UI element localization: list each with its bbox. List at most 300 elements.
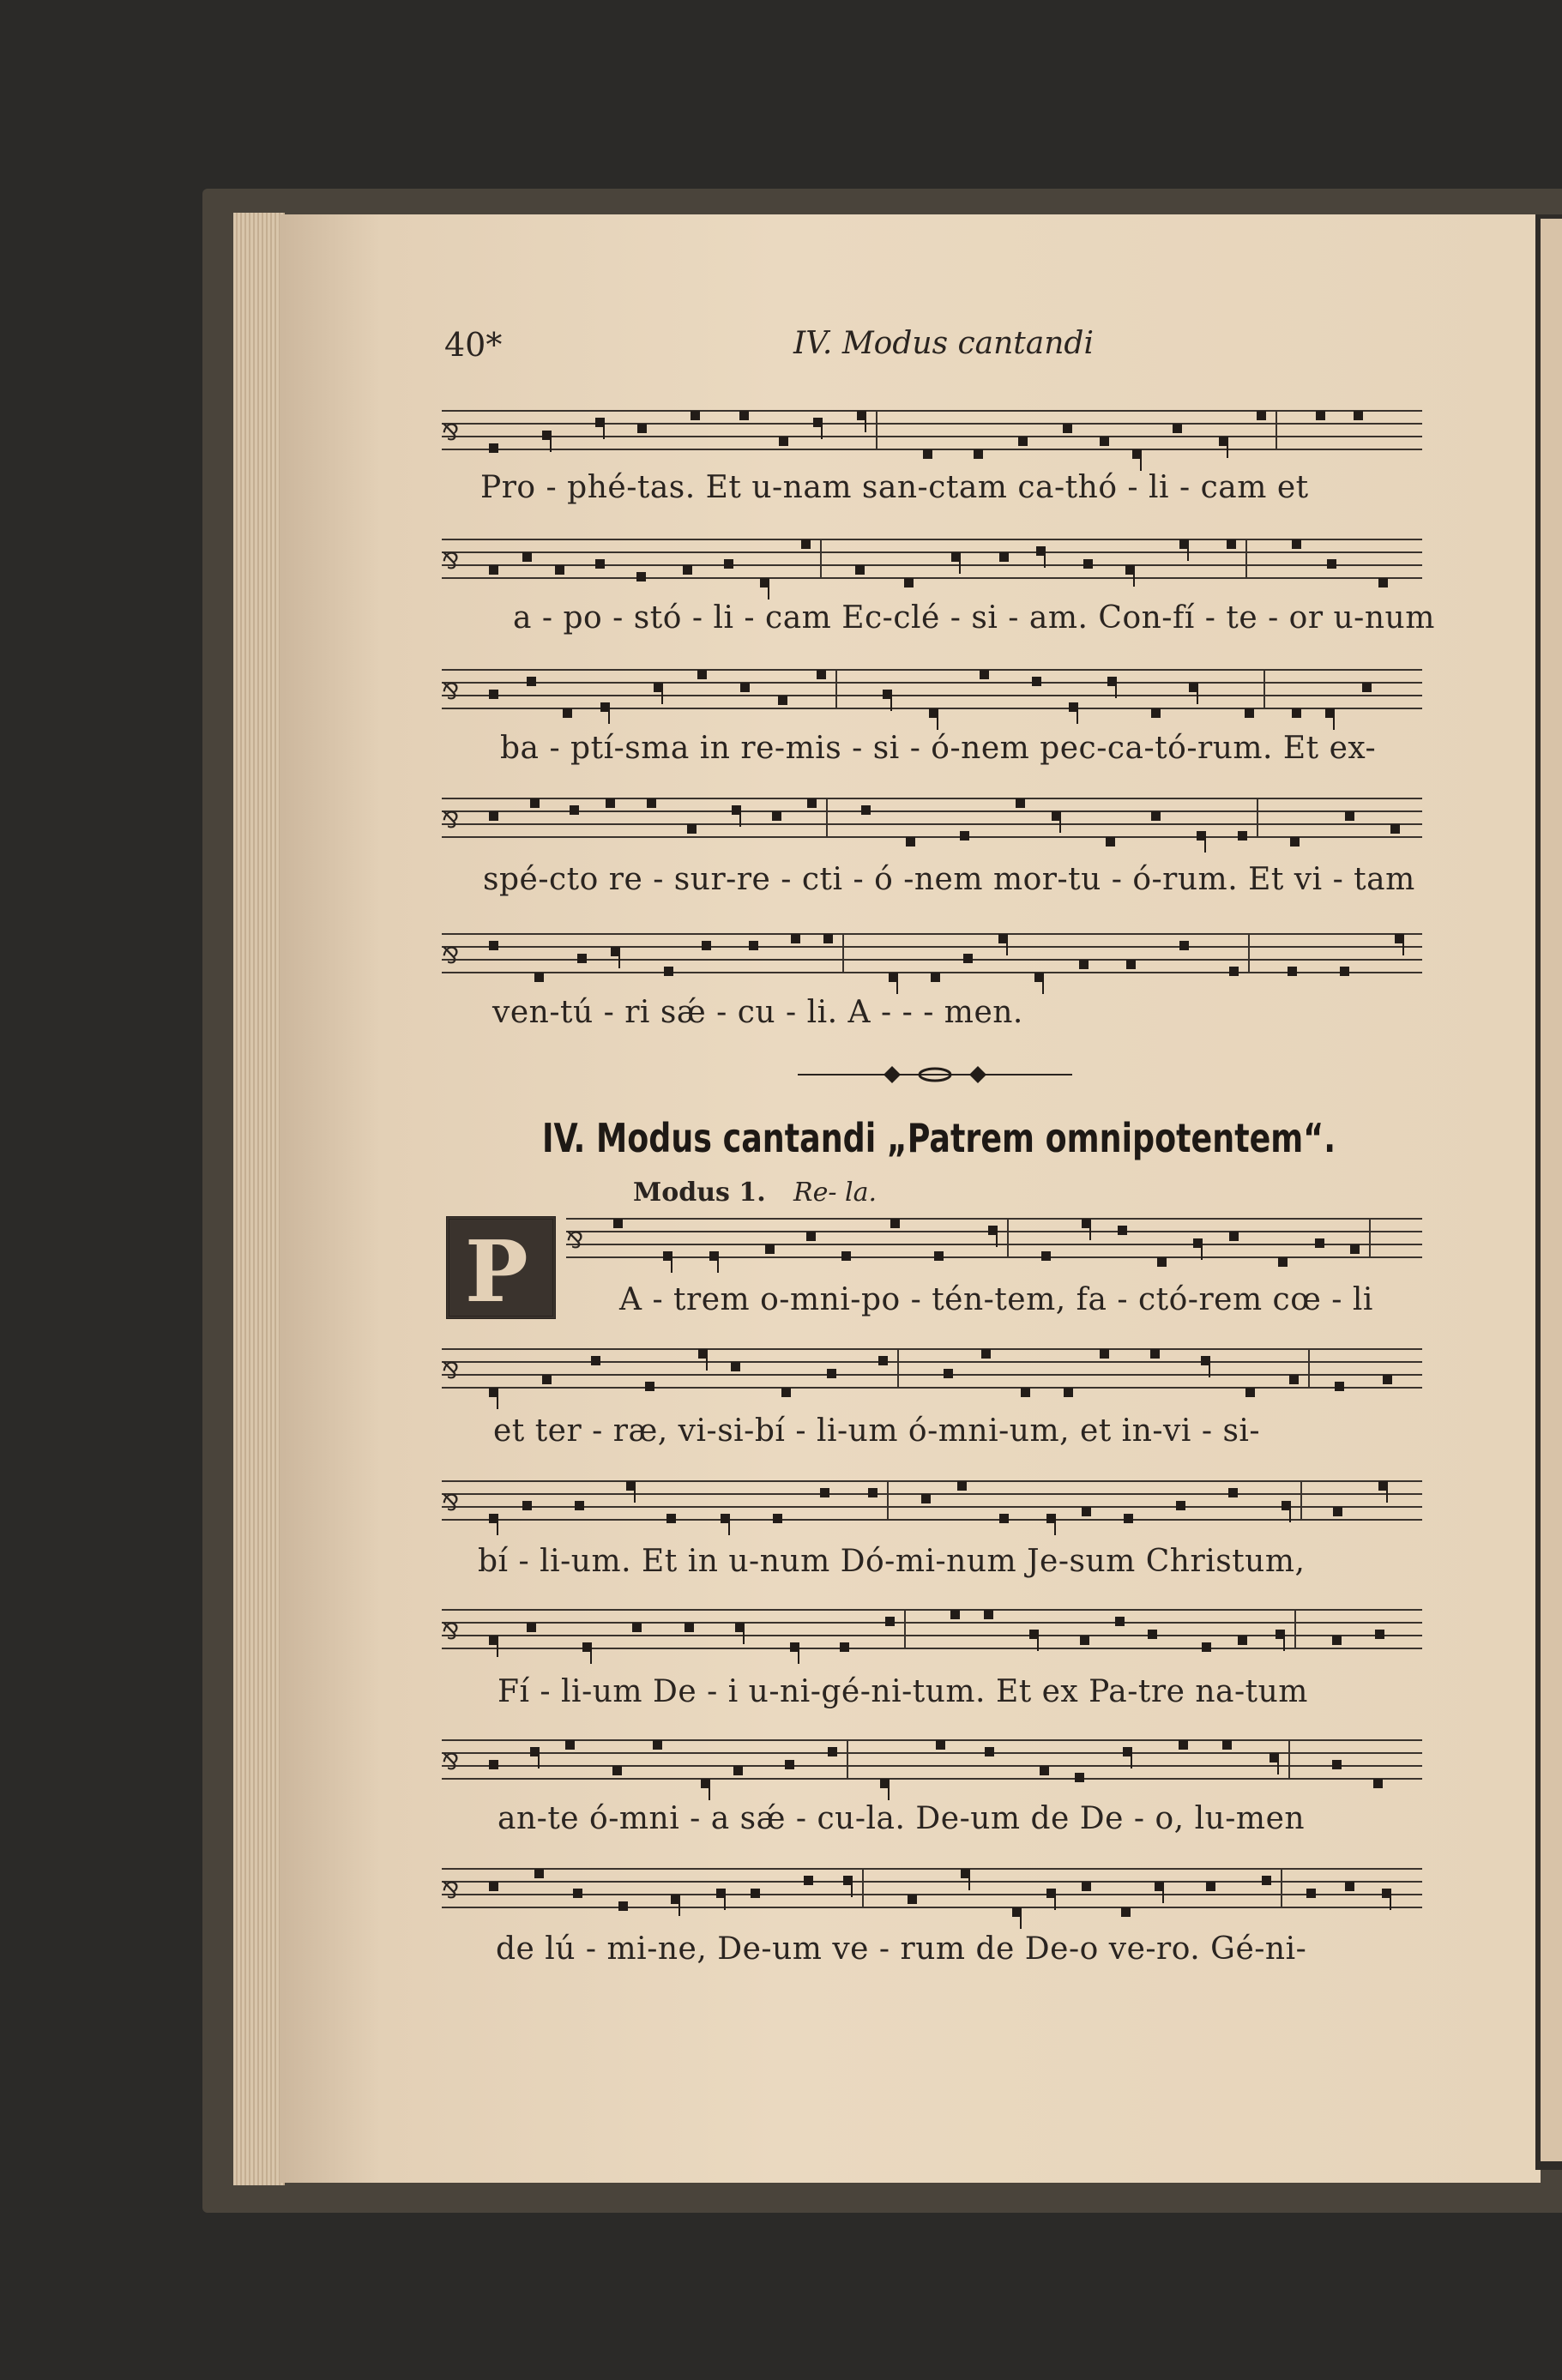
neume <box>573 1889 582 1898</box>
neume-stem <box>1187 544 1189 561</box>
clef-icon: ⅋ <box>442 1878 460 1904</box>
neume <box>823 934 833 943</box>
neume <box>697 670 707 679</box>
neume <box>1173 424 1182 433</box>
neume <box>1229 967 1239 976</box>
neume <box>606 798 615 808</box>
neume <box>1229 1232 1239 1241</box>
staff-line <box>442 1374 1422 1376</box>
neume-stem <box>1059 816 1061 833</box>
neume <box>1040 1766 1049 1775</box>
bar-line <box>876 410 877 449</box>
music-staff <box>566 1218 1422 1265</box>
neume <box>868 1488 877 1497</box>
neume-stem <box>896 977 898 994</box>
clef-icon: ⅋ <box>442 1750 460 1775</box>
staff-line <box>442 551 1422 553</box>
neume <box>817 670 826 679</box>
modus-label: Modus 1. <box>633 1178 766 1208</box>
page-number: 40* <box>444 326 503 364</box>
neume-stem <box>865 415 866 432</box>
staff-line <box>442 946 1422 948</box>
neume <box>595 559 605 569</box>
neume-stem <box>768 582 769 600</box>
neume <box>733 1766 743 1775</box>
neume <box>1290 837 1300 847</box>
clef-icon: ⅋ <box>566 1228 584 1254</box>
lyric-line: A - trem o-mni-po - tén-tem, fa - ctó-rem cœ - li <box>619 1282 1373 1317</box>
neume <box>1118 1226 1127 1235</box>
neume <box>664 967 673 976</box>
staff-line <box>442 1348 1422 1350</box>
neume <box>489 690 498 699</box>
neume <box>1257 411 1266 420</box>
music-staff <box>442 1480 1422 1527</box>
bar-line <box>1263 669 1265 708</box>
neume-stem <box>1042 977 1044 994</box>
bar-line <box>1281 1868 1282 1907</box>
neume <box>1079 960 1089 969</box>
staff-line <box>442 1506 1422 1508</box>
running-head: IV. Modus cantandi <box>793 326 1094 361</box>
neume-stem <box>603 422 605 439</box>
neume-stem <box>1054 1893 1056 1910</box>
staff-line <box>442 1868 1422 1870</box>
neume <box>1018 437 1028 446</box>
neume-stem <box>851 1880 853 1897</box>
neume <box>890 1219 900 1228</box>
staff-line <box>442 1894 1422 1895</box>
bar-line <box>1294 1609 1296 1648</box>
neume <box>1124 1514 1133 1523</box>
neume <box>618 1901 628 1911</box>
music-staff <box>442 1609 1422 1656</box>
section-title: IV. Modus cantandi „Patrem omnipotentem“. <box>542 1115 1336 1161</box>
staff-line <box>442 1881 1422 1883</box>
neume-stem <box>1089 1223 1091 1240</box>
neume <box>645 1382 654 1391</box>
neume <box>1327 559 1336 569</box>
neume <box>1075 1773 1084 1782</box>
staff-line <box>442 959 1422 961</box>
neume-stem <box>1204 835 1206 853</box>
bar-line <box>1245 539 1247 578</box>
neume <box>1350 1244 1360 1254</box>
lyric-line: Fí - li-um De - i u-ni-gé-ni-tum. Et ex Pa-tre na-tum <box>498 1674 1308 1709</box>
neume <box>1332 1636 1342 1645</box>
neume <box>1373 1779 1383 1788</box>
clef-icon: ⅋ <box>442 808 460 834</box>
neume <box>522 1501 532 1510</box>
music-staff <box>442 410 1422 457</box>
neume <box>522 552 532 562</box>
neume <box>563 708 572 718</box>
neume <box>1080 1636 1089 1645</box>
neume <box>1151 811 1161 821</box>
neume <box>1083 559 1093 569</box>
neume <box>1082 1882 1091 1891</box>
neume <box>999 552 1009 562</box>
neume <box>1206 1882 1215 1891</box>
neume <box>685 1623 694 1632</box>
staff-line <box>442 1765 1422 1767</box>
neume <box>1228 1488 1238 1497</box>
clef-icon: ⅋ <box>442 679 460 705</box>
staff-line <box>442 577 1422 579</box>
neume <box>785 1760 794 1769</box>
neume <box>731 1362 740 1371</box>
neume <box>542 1375 552 1384</box>
lyric-line: ba - ptí-sma in re-mis - si - ó-nem pec-ca-tó-rum. Et ex- <box>500 731 1377 766</box>
neume-stem <box>1077 707 1078 724</box>
staff-line <box>442 564 1422 566</box>
neume <box>963 954 973 963</box>
neume-stem <box>996 1230 998 1247</box>
neume <box>923 449 932 459</box>
neume <box>1362 683 1372 692</box>
neume <box>666 1514 676 1523</box>
neume <box>791 934 800 943</box>
neume <box>772 811 781 821</box>
lyric-line: an-te ó-mni - a sǽ - cu-la. De-um de De - o, lu-men <box>498 1801 1306 1836</box>
neume-stem <box>678 1899 680 1916</box>
neume-stem <box>1133 569 1135 587</box>
neume <box>1262 1876 1271 1885</box>
neume <box>773 1514 782 1523</box>
neume <box>565 1740 575 1750</box>
neume <box>1278 1257 1288 1267</box>
bar-line <box>826 798 828 837</box>
neume-stem <box>1140 454 1142 471</box>
neume <box>1383 1375 1392 1384</box>
neume-stem <box>1197 687 1198 704</box>
music-staff <box>442 669 1422 716</box>
neume <box>1375 1630 1384 1639</box>
neume <box>904 578 914 587</box>
neume <box>724 559 733 569</box>
neume <box>908 1895 917 1904</box>
neume <box>647 798 656 808</box>
neume-stem <box>590 1647 592 1664</box>
neume <box>1345 811 1354 821</box>
neume <box>804 1876 813 1885</box>
neume-stem <box>618 951 620 968</box>
neume <box>739 411 749 420</box>
neume <box>749 941 758 950</box>
bar-line <box>1257 798 1258 837</box>
neume <box>555 565 564 575</box>
neume <box>960 831 969 841</box>
neume <box>1354 411 1363 420</box>
neume <box>1176 1501 1185 1510</box>
neume <box>1340 967 1349 976</box>
neume <box>781 1388 791 1397</box>
neume <box>906 837 915 847</box>
neume <box>944 1369 953 1378</box>
neume <box>1126 960 1136 969</box>
neume <box>957 1481 967 1491</box>
bar-line <box>1248 933 1250 973</box>
neume <box>534 1869 544 1878</box>
music-staff <box>442 933 1422 980</box>
neume <box>1150 1349 1160 1359</box>
neume-stem <box>968 1873 970 1890</box>
neume <box>489 443 498 453</box>
staff-line <box>442 1739 1422 1741</box>
neume <box>981 1349 991 1359</box>
neume-stem <box>661 687 663 704</box>
bar-line <box>847 1739 848 1779</box>
neume <box>1306 1889 1316 1898</box>
neume-stem <box>1054 1518 1056 1535</box>
neume <box>1021 1388 1030 1397</box>
staff-line <box>442 810 1422 812</box>
neume <box>1345 1882 1354 1891</box>
neume-stem <box>937 713 938 730</box>
neume <box>740 683 750 692</box>
neume <box>1082 1507 1091 1516</box>
neume-stem <box>1283 1634 1285 1651</box>
lyric-line: bí - li-um. Et in u-num Dó-mi-num Je-sum Christum, <box>478 1544 1306 1579</box>
neume <box>577 954 587 963</box>
clef-icon: ⅋ <box>442 549 460 575</box>
bar-line <box>1276 410 1277 449</box>
neume <box>974 449 983 459</box>
neume <box>1100 1349 1109 1359</box>
neume-stem <box>724 1893 726 1910</box>
neume-stem <box>1006 938 1008 955</box>
neume <box>1332 1760 1342 1769</box>
neume <box>921 1494 931 1503</box>
clef-icon: ⅋ <box>442 420 460 446</box>
neume-stem <box>1020 1912 1022 1929</box>
staff-line <box>442 669 1422 671</box>
neume-stem <box>1162 1886 1164 1903</box>
neume-stem <box>717 1256 719 1273</box>
neume <box>931 973 940 982</box>
neume <box>613 1219 623 1228</box>
neume <box>1292 539 1301 549</box>
neume <box>637 424 647 433</box>
neume <box>806 1232 816 1241</box>
staff-line <box>442 1493 1422 1495</box>
neume <box>683 565 692 575</box>
neume <box>489 941 498 950</box>
neume <box>765 1244 775 1254</box>
neume <box>950 1610 960 1619</box>
neume <box>807 798 817 808</box>
neume <box>934 1251 944 1261</box>
bar-line <box>897 1348 899 1388</box>
neume <box>1316 411 1325 420</box>
neume-stem <box>706 1353 708 1371</box>
neume <box>489 811 498 821</box>
music-staff <box>442 539 1422 586</box>
neume <box>612 1766 622 1775</box>
neume <box>827 1369 836 1378</box>
neume <box>1016 798 1025 808</box>
neume <box>489 1882 498 1891</box>
neume <box>1222 1740 1232 1750</box>
staff-line <box>442 1622 1422 1624</box>
neume <box>985 1747 994 1756</box>
neume <box>1179 941 1189 950</box>
neume-stem <box>1402 938 1404 955</box>
neume <box>1292 708 1301 718</box>
neume <box>489 1760 498 1769</box>
neume <box>691 411 700 420</box>
neume <box>1032 677 1041 686</box>
bar-line <box>835 669 837 708</box>
neume-stem <box>743 1627 745 1644</box>
neume-stem <box>709 1783 710 1800</box>
right-page-strip <box>1541 219 1562 2161</box>
staff-line <box>442 1480 1422 1482</box>
neume <box>1289 1375 1299 1384</box>
neume-stem <box>890 694 892 711</box>
staff-line <box>442 1778 1422 1780</box>
bar-line <box>1288 1739 1290 1779</box>
neume-stem <box>728 1518 730 1535</box>
staff-line <box>442 836 1422 838</box>
music-staff <box>442 1348 1422 1395</box>
neume-stem <box>1131 1751 1132 1768</box>
neume <box>1064 1388 1073 1397</box>
bar-line <box>820 539 822 578</box>
staff-line <box>566 1256 1422 1258</box>
staff-line <box>442 682 1422 684</box>
neume <box>1315 1238 1324 1248</box>
neume <box>527 677 536 686</box>
neume <box>1390 824 1400 834</box>
neume-stem <box>798 1647 799 1664</box>
lyric-line: a - po - stó - li - cam Ec-clé - si - am. Con-fí - te - or u-num <box>513 600 1435 636</box>
neume-stem <box>1037 1634 1039 1651</box>
neume <box>1148 1630 1157 1639</box>
neume-stem <box>821 422 823 439</box>
page-edge <box>233 213 285 2185</box>
neume <box>1288 967 1297 976</box>
neume-stem <box>497 1392 498 1409</box>
staff-line <box>566 1218 1422 1220</box>
neume <box>885 1617 895 1626</box>
neume <box>636 572 646 581</box>
neume <box>1100 437 1109 446</box>
neume-stem <box>1386 1485 1388 1503</box>
neume <box>489 565 498 575</box>
lyric-line: spé-cto re - sur-re - cti - ó -nem mor-tu - ó-rum. Et vi - tam <box>483 862 1415 897</box>
neume <box>1063 424 1072 433</box>
lyric-line: ven-tú - ri sǽ - cu - li. A - - - men. <box>492 995 1023 1030</box>
neume-stem <box>739 810 741 827</box>
neume <box>591 1356 600 1365</box>
staff-line <box>442 539 1422 540</box>
neume <box>575 1501 584 1510</box>
staff-line <box>442 823 1422 825</box>
neume-stem <box>608 707 610 724</box>
neume <box>1106 837 1115 847</box>
neume-stem <box>1333 713 1335 730</box>
neume <box>653 1740 662 1750</box>
neume-stem <box>1289 1505 1291 1522</box>
neume-stem <box>1209 1360 1210 1377</box>
bar-line <box>887 1480 889 1520</box>
neume <box>527 1623 536 1632</box>
neume <box>779 437 788 446</box>
neume <box>999 1514 1009 1523</box>
neume-stem <box>671 1256 672 1273</box>
neume-stem <box>634 1485 636 1503</box>
music-staff <box>442 1868 1422 1915</box>
clef-icon: ⅋ <box>442 943 460 969</box>
neume <box>1245 708 1254 718</box>
neume <box>687 824 697 834</box>
staff-line <box>442 1609 1422 1611</box>
neume <box>1378 578 1388 587</box>
neume <box>534 973 544 982</box>
bar-line <box>862 1868 864 1907</box>
neume <box>1202 1642 1211 1652</box>
neume <box>751 1889 760 1898</box>
neume <box>1041 1251 1051 1261</box>
neume <box>530 798 540 808</box>
neume <box>980 670 989 679</box>
staff-line <box>442 1387 1422 1389</box>
clef-icon: ⅋ <box>442 1491 460 1516</box>
neume-stem <box>959 557 961 574</box>
staff-line <box>442 798 1422 799</box>
staff-line <box>442 1361 1422 1363</box>
neume-stem <box>550 435 552 452</box>
neume <box>984 1610 993 1619</box>
neume <box>632 1623 642 1632</box>
neume <box>1245 1388 1255 1397</box>
neume <box>1238 1636 1247 1645</box>
clef-icon: ⅋ <box>442 1359 460 1384</box>
neume <box>878 1356 888 1365</box>
neume <box>1333 1507 1342 1516</box>
staff-line <box>442 933 1422 935</box>
ornamental-divider <box>798 1062 1072 1088</box>
neume-stem <box>1044 551 1046 568</box>
neume <box>702 941 711 950</box>
neume <box>861 805 871 815</box>
lyric-line: Pro - phé-tas. Et u-nam san-ctam ca-thó - li - cam et <box>480 470 1309 505</box>
modus-tones: Re- la. <box>793 1178 877 1208</box>
neume-stem <box>1115 681 1117 698</box>
staff-line <box>442 1907 1422 1908</box>
neume <box>841 1251 851 1261</box>
neume-stem <box>497 1640 498 1657</box>
neume <box>1121 1907 1131 1917</box>
neume <box>1115 1617 1125 1626</box>
bar-line <box>1007 1218 1009 1257</box>
staff-line <box>566 1244 1422 1245</box>
neume <box>1179 1740 1188 1750</box>
decorated-initial: P <box>446 1216 556 1319</box>
neume <box>1157 1257 1167 1267</box>
bar-line <box>1308 1348 1310 1388</box>
neume-stem <box>1201 1243 1203 1260</box>
neume <box>936 1740 945 1750</box>
staff-line <box>442 695 1422 696</box>
neume-stem <box>497 1518 498 1535</box>
neume <box>840 1642 849 1652</box>
neume-stem <box>1227 441 1228 458</box>
neume-stem <box>888 1783 890 1800</box>
bar-line <box>904 1609 906 1648</box>
neume <box>855 565 865 575</box>
